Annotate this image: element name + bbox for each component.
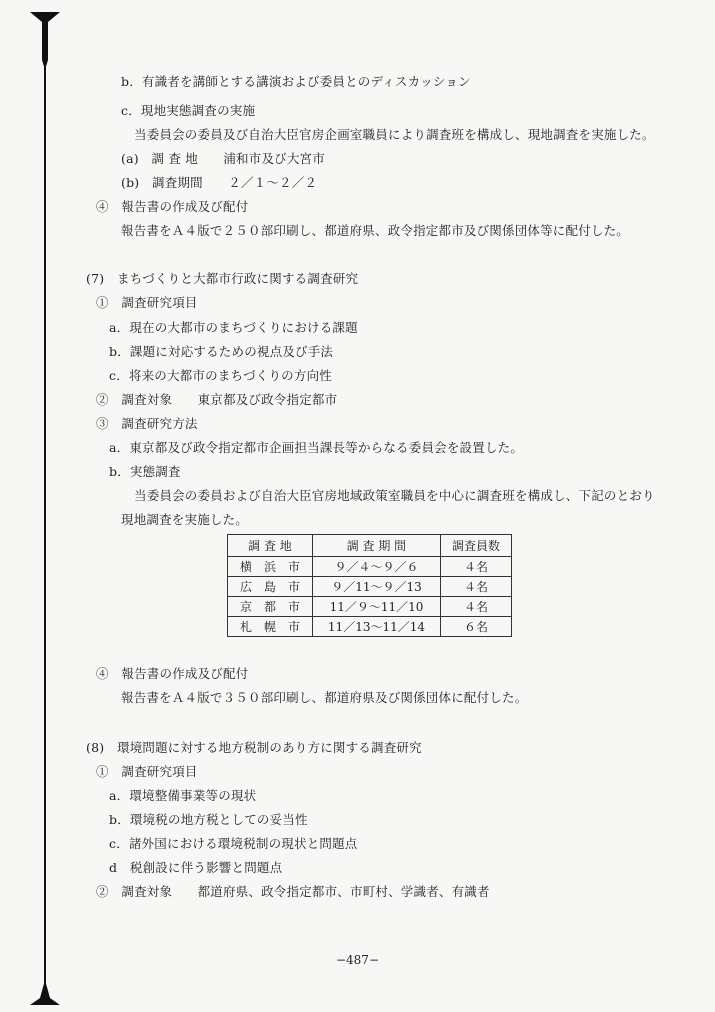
- table-cell: ４名: [441, 597, 512, 617]
- table-cell: ９／４〜９／６: [312, 557, 440, 577]
- text-line: 当委員会の委員及び自治大臣官房企画室職員により調査班を構成し、現地調査を実施した。: [134, 127, 655, 142]
- text-line: (a) 調 査 地 浦和市及び大宮市: [121, 151, 325, 166]
- survey-table: [227, 534, 512, 637]
- text-line: a．環境整備事業等の現状: [109, 788, 257, 803]
- text-line: ① 調査研究項目: [96, 764, 198, 779]
- table-cell: 京 都 市: [228, 597, 313, 617]
- table-header-row: [228, 535, 512, 557]
- text-line: c．将来の大都市のまちづくりの方向性: [109, 368, 332, 383]
- text-line: 報告書をＡ４版で３５０部印刷し、都道府県及び関係団体に配付した。: [121, 690, 528, 705]
- table-row: [228, 617, 512, 637]
- table-header-cell: 調 査 地: [228, 535, 313, 557]
- text-line: b．環境税の地方税としての妥当性: [109, 812, 308, 827]
- page-number: −487−: [335, 953, 379, 967]
- binding-line: [0, 0, 80, 1012]
- table-header-cell: 調 査 期 間: [312, 535, 440, 557]
- table-cell: ４名: [441, 557, 512, 577]
- table-cell: 広 島 市: [228, 577, 313, 597]
- text-line: (b) 調査期間 ２／１〜２／２: [121, 175, 318, 190]
- text-line: ④ 報告書の作成及び配付: [96, 199, 249, 214]
- table-cell: ６名: [441, 617, 512, 637]
- table-cell: 横 浜 市: [228, 557, 313, 577]
- text-line: c．現地実態調査の実施: [121, 103, 256, 118]
- table-cell: ９／11〜９／13: [312, 577, 440, 597]
- table-header-cell: 調査員数: [441, 535, 512, 557]
- text-line: b．課題に対応するための視点及び手法: [109, 344, 334, 359]
- section-heading: (7) まちづくりと大都市行政に関する調査研究: [86, 271, 359, 286]
- table-cell: 札 幌 市: [228, 617, 313, 637]
- text-line: 当委員会の委員および自治大臣官房地域政策室職員を中心に調査班を構成し、下記のとおり: [134, 488, 655, 503]
- text-line: ② 調査対象 都道府県、政令指定都市、市町村、学識者、有識者: [96, 884, 490, 899]
- text-line: ② 調査対象 東京都及び政令指定都市: [96, 392, 338, 407]
- table-row: [228, 597, 512, 617]
- section-heading: (8) 環境問題に対する地方税制のあり方に関する調査研究: [86, 740, 422, 755]
- text-line: c．諸外国における環境税制の現状と問題点: [109, 836, 358, 851]
- text-line: a．現在の大都市のまちづくりにおける課題: [109, 320, 358, 335]
- table-row: [228, 577, 512, 597]
- text-line: a．東京都及び政令指定都市企画担当課長等からなる委員会を設置した。: [109, 440, 524, 455]
- text-line: 現地調査を実施した。: [121, 512, 249, 527]
- table-row: [228, 557, 512, 577]
- text-line: d 税創設に伴う影響と問題点: [109, 860, 283, 875]
- text-line: b．有識者を講師とする講演および委員とのディスカッション: [121, 74, 471, 89]
- table-cell: 11／13〜11／14: [312, 617, 440, 637]
- table-cell: ４名: [441, 577, 512, 597]
- text-line: ④ 報告書の作成及び配付: [96, 666, 249, 681]
- text-line: b．実態調査: [109, 464, 181, 479]
- text-line: 報告書をＡ４版で２５０部印刷し、都道府県、政令指定都市及び関係団体等に配付した。: [121, 223, 630, 238]
- text-line: ① 調査研究項目: [96, 295, 198, 310]
- table-cell: 11／９〜11／10: [312, 597, 440, 617]
- text-line: ③ 調査研究方法: [96, 416, 198, 431]
